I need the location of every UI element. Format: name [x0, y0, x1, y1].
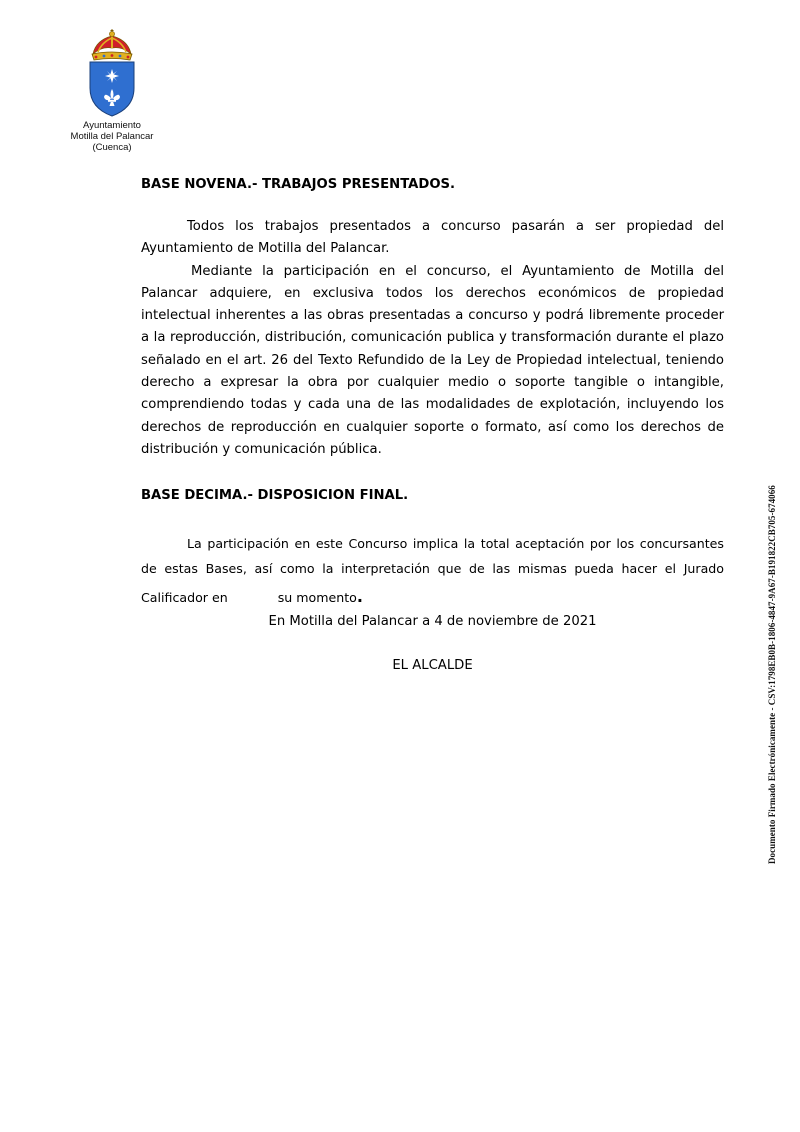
place-and-date: En Motilla del Palancar a 4 de noviembre de 2021 — [268, 614, 597, 630]
section-9-heading: BASE NOVENA.- TRABAJOS PRESENTADOS. — [141, 177, 456, 192]
document-body — [141, 176, 724, 678]
section-9-paragraph-2: Mediante la participación en el concurso, el Ayuntamiento de Motilla del Palancar adquiere, en exclusiva todos los derechos económicos de propiedad intelectual inherentes a las obras presentadas a concurso y podrá libremente proceder a la reproducción, distribución, comunicación publica y transformación durante el plazo señalado en el art. 26 del Texto Refundido de la Ley de Propiedad intelectual, teniendo derecho a expresar la obra por cualquier medio o soporte tangible o intangible, comprendiendo todas y cada una de las modalidades de explotación, incluyendo los derechos de reproducción en cualquier soporte o formato, así como los derechos de distribución y comunicación pública. — [141, 263, 724, 457]
signer-title: EL ALCALDE — [392, 658, 473, 674]
section-10-paragraph — [141, 531, 724, 610]
logo-line-2: Motilla del Palancar — [70, 131, 154, 142]
logo-line-1: Ayuntamiento — [83, 120, 141, 131]
section-10-heading: BASE DECIMA.- DISPOSICION FINAL. — [141, 488, 409, 504]
section-9-paragraph-1: Todos los trabajos presentados a concurso pasarán a ser propiedad del Ayuntamiento de Motilla del Palancar. — [141, 219, 724, 257]
section-10-final-period: . — [356, 587, 363, 607]
section-10-tail-text: su momento — [277, 590, 357, 606]
logo-caption — [62, 120, 162, 153]
coat-of-arms-icon — [82, 26, 142, 118]
municipal-logo — [62, 26, 162, 153]
section-10-paragraph-tail — [232, 584, 363, 610]
logo-line-3: (Cuenca) — [92, 142, 132, 153]
electronic-signature-stamp: Documento Firmado Electrónicamente - CSV:1798EB0B-1806-4847-9A67-B191822CB705-674066 — [767, 485, 777, 864]
section-10-paragraph-text: La participación en este Concurso implica la total aceptación por los concursantes de estas Bases, así como la interpretación que de las mismas pueda hacer el Jurado Calificador en — [141, 536, 724, 606]
